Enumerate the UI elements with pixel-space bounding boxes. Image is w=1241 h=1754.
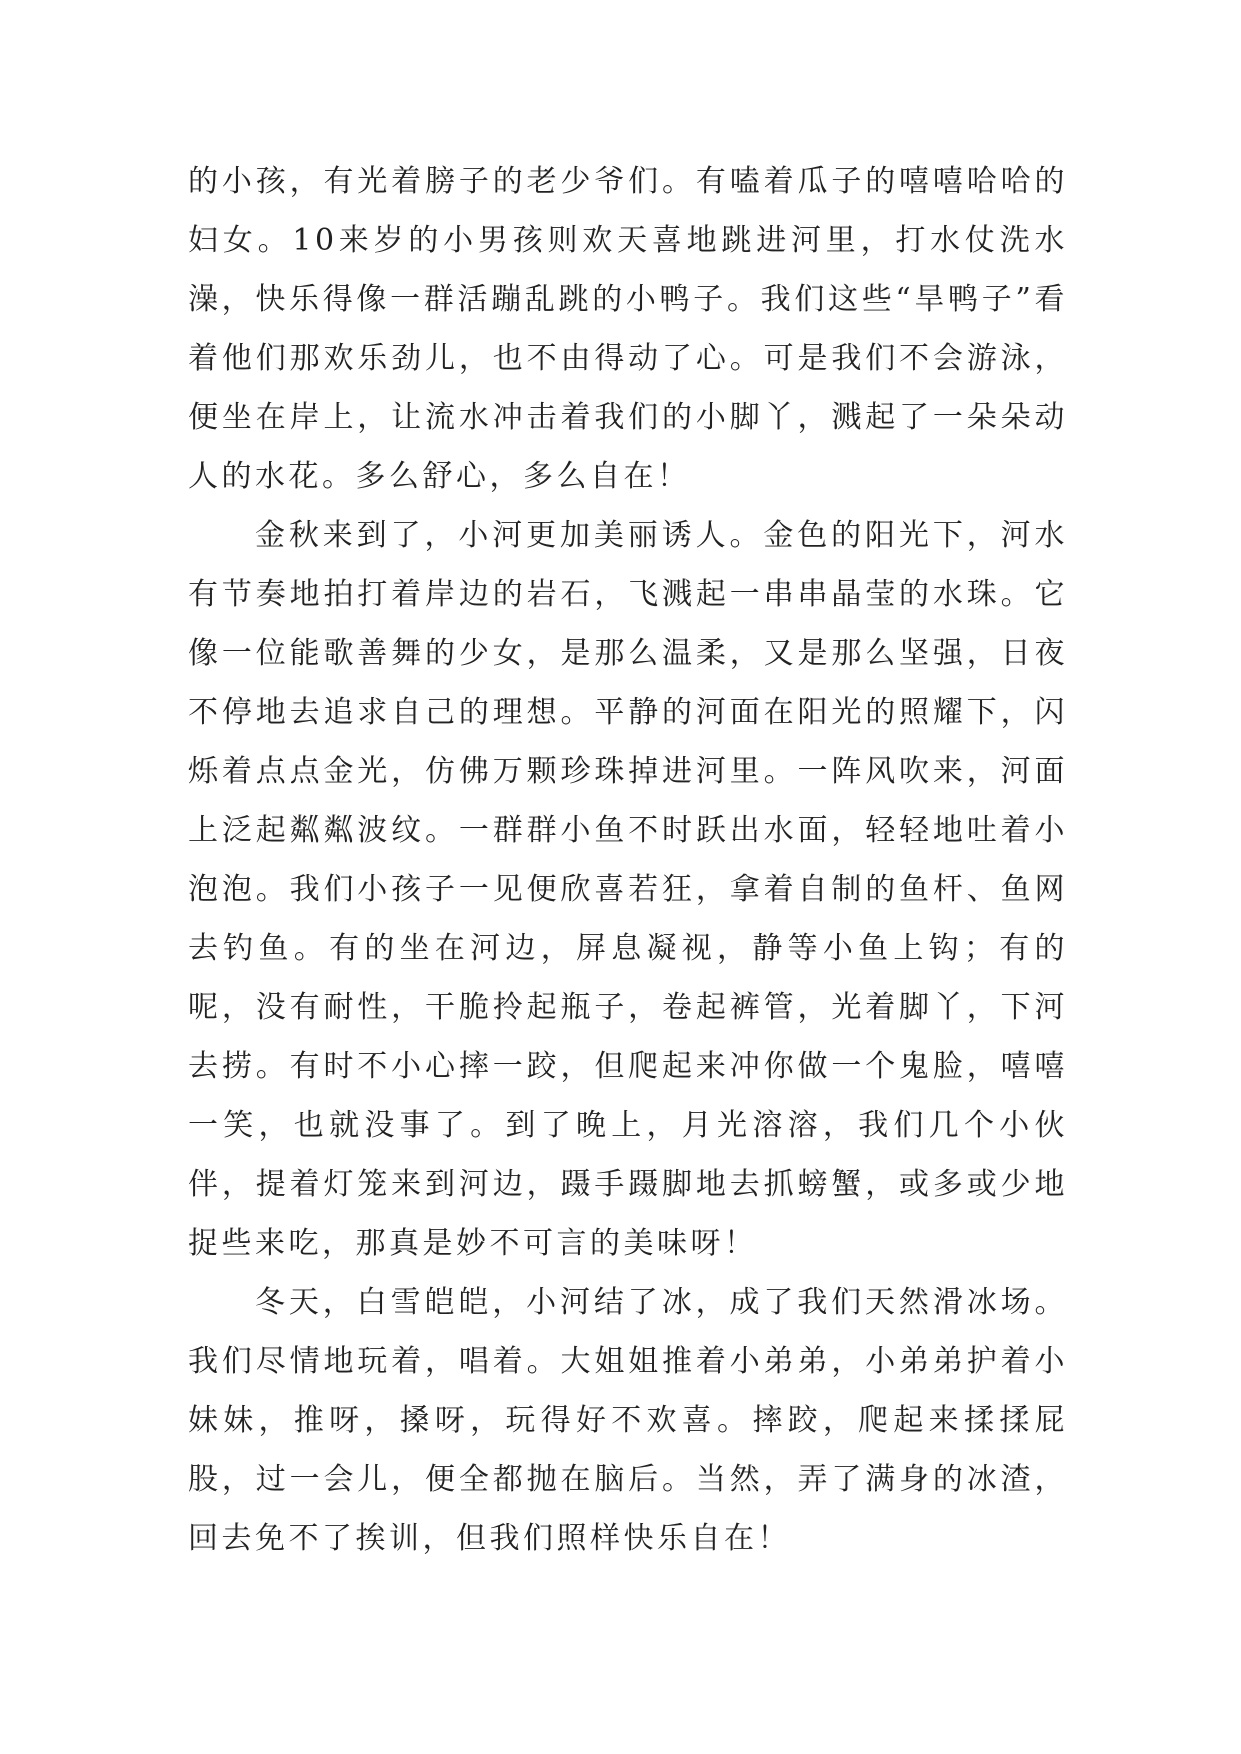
document-body bbox=[188, 152, 1068, 1568]
paragraph-autumn: 金秋来到了，小河更加美丽诱人。金色的阳光下，河水有节奏地拍打着岸边的岩石，飞溅起一串串晶莹的水珠。它像一位能歌善舞的少女，是那么温柔，又是那么坚强，日夜不停地去追求自己的理想。平静的河面在阳光的照耀下，闪烁着点点金光，仿佛万颗珍珠掉进河里。一阵风吹来，河面上泛起粼粼波纹。一群群小鱼不时跃出水面，轻轻地吐着小泡泡。我们小孩子一见便欣喜若狂，拿着自制的鱼杆、鱼网去钓鱼。有的坐在河边，屏息凝视，静等小鱼上钩；有的呢，没有耐性，干脆拎起瓶子，卷起裤管，光着脚丫，下河去捞。有时不小心摔一跤，但爬起来冲你做一个鬼脸，嘻嘻一笑，也就没事了。到了晚上，月光溶溶，我们几个小伙伴，提着灯笼来到河边，蹑手蹑脚地去抓螃蟹，或多或少地捉些来吃，那真是妙不可言的美味呀！ bbox=[188, 518, 1068, 1261]
paragraph-summer-continued: 的小孩，有光着膀子的老少爷们。有嗑着瓜子的嘻嘻哈哈的妇女。10来岁的小男孩则欢天喜地跳进河里，打水仗洗水澡，快乐得像一群活蹦乱跳的小鸭子。我们这些“旱鸭子”看着他们那欢乐劲儿，也不由得动了心。可是我们不会游泳，便坐在岸上，让流水冲击着我们的小脚丫，溅起了一朵朵动人的水花。多么舒心，多么自在！ bbox=[188, 164, 1068, 494]
paragraph-winter: 冬天，白雪皑皑，小河结了冰，成了我们天然滑冰场。我们尽情地玩着，唱着。大姐姐推着小弟弟，小弟弟护着小妹妹，推呀，搡呀，玩得好不欢喜。摔跤，爬起来揉揉屁股，过一会儿，便全都抛在脑后。当然，弄了满身的冰渣，回去免不了挨训，但我们照样快乐自在！ bbox=[188, 1285, 1068, 1556]
